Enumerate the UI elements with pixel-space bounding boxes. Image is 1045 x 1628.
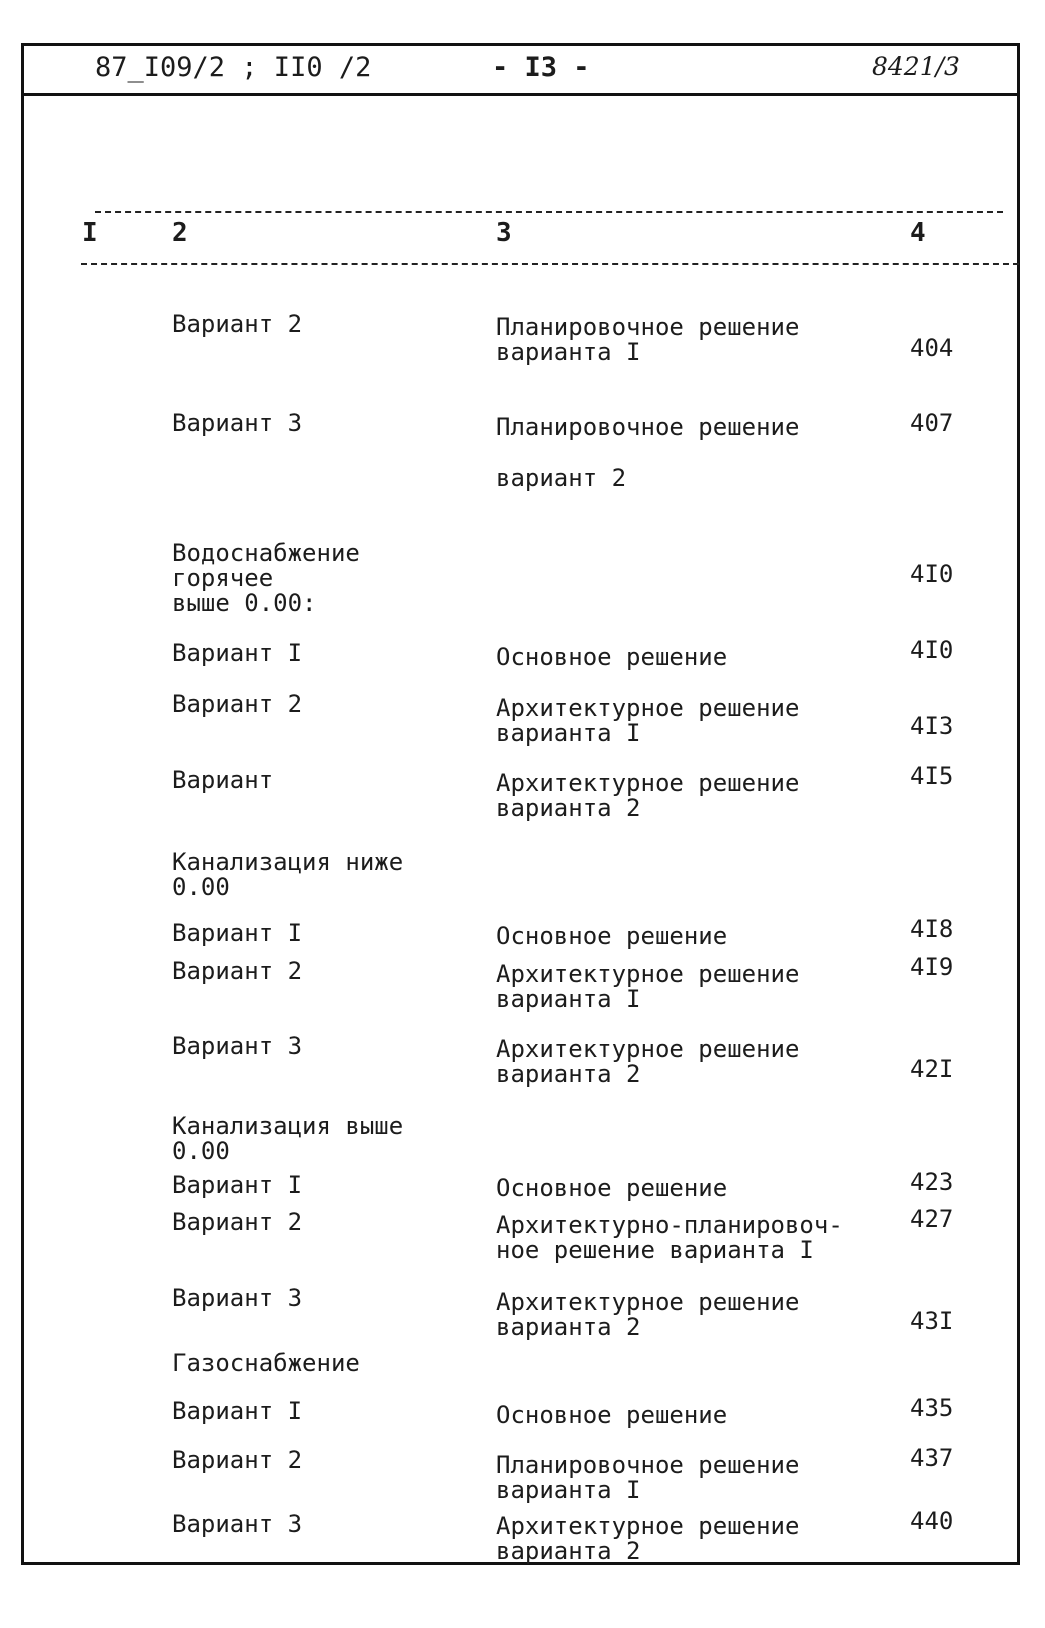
row-solution: Планировочное решение <box>496 413 800 441</box>
row-solution: Основное решение <box>496 922 728 950</box>
row-solution: Архитектурное решение варианта I <box>496 694 800 747</box>
section-heading: Водоснабжение горячее выше 0.00: <box>172 539 360 617</box>
row-name: Вариант 2 <box>172 1446 303 1474</box>
row-name: Вариант I <box>172 919 303 947</box>
row-page: 427 <box>910 1205 954 1233</box>
row-solution: Планировочное решение варианта I <box>496 1451 800 1504</box>
row-name: Вариант 2 <box>172 690 303 718</box>
row-name: Вариант <box>172 766 274 794</box>
page-number: - I3 - <box>492 52 590 83</box>
row-name: Вариант 3 <box>172 1032 303 1060</box>
row-name: Вариант 2 <box>172 310 303 338</box>
row-solution: Архитектурное решение варианта 2 <box>496 769 800 822</box>
row-name: Вариант I <box>172 1171 303 1199</box>
row-name: Вариант 2 <box>172 1208 303 1236</box>
row-solution: Основное решение <box>496 1174 728 1202</box>
row-name: Вариант I <box>172 1397 303 1425</box>
column-header-2: 2 <box>172 218 188 248</box>
row-solution: Основное решение <box>496 1401 728 1429</box>
row-solution: Архитектурное решение варианта 2 <box>496 1288 800 1341</box>
row-name: Вариант 3 <box>172 1510 303 1538</box>
row-page: 404 <box>910 334 954 362</box>
row-solution: Архитектурно-планировоч- ное решение варианта I <box>496 1211 843 1264</box>
row-name: Вариант 2 <box>172 957 303 985</box>
row-page: 42I <box>910 1055 954 1083</box>
row-page: 43I <box>910 1307 954 1335</box>
row-name: Вариант 3 <box>172 1284 303 1312</box>
row-page: 4I0 <box>910 636 954 664</box>
section-heading: Канализация ниже 0.00 <box>172 848 404 901</box>
column-header-4: 4 <box>910 218 926 248</box>
row-solution: Планировочное решение варианта I <box>496 313 800 366</box>
row-page: 407 <box>910 409 954 437</box>
row-name: Вариант 3 <box>172 409 303 437</box>
row-name: Вариант I <box>172 639 303 667</box>
section-heading: Газоснабжение <box>172 1349 360 1377</box>
row-solution-line2: вариант 2 <box>496 464 627 492</box>
inventory-number: 8421/3 <box>872 52 960 81</box>
row-page: 437 <box>910 1444 954 1472</box>
row-page: 440 <box>910 1507 954 1535</box>
table-top-rule <box>95 211 1003 213</box>
column-header-3: 3 <box>496 218 512 248</box>
row-page: 4I3 <box>910 712 954 740</box>
row-solution: Архитектурное решение варианта 2 <box>496 1035 800 1088</box>
row-page: 4I5 <box>910 762 954 790</box>
table-header-rule <box>81 263 1019 265</box>
column-header-1: I <box>82 218 98 248</box>
header-rule <box>21 93 1020 96</box>
row-page: 423 <box>910 1168 954 1196</box>
row-page: 435 <box>910 1394 954 1422</box>
row-solution: Архитектурное решение варианта 2 <box>496 1512 800 1565</box>
row-page: 4I8 <box>910 915 954 943</box>
row-solution: Основное решение <box>496 643 728 671</box>
row-solution: Архитектурное решение варианта I <box>496 960 800 1013</box>
document-code: 87_I09/2 ; II0 /2 <box>95 52 372 83</box>
row-page: 4I9 <box>910 953 954 981</box>
section-heading: Канализация выше 0.00 <box>172 1112 404 1165</box>
row-page: 4I0 <box>910 560 954 588</box>
